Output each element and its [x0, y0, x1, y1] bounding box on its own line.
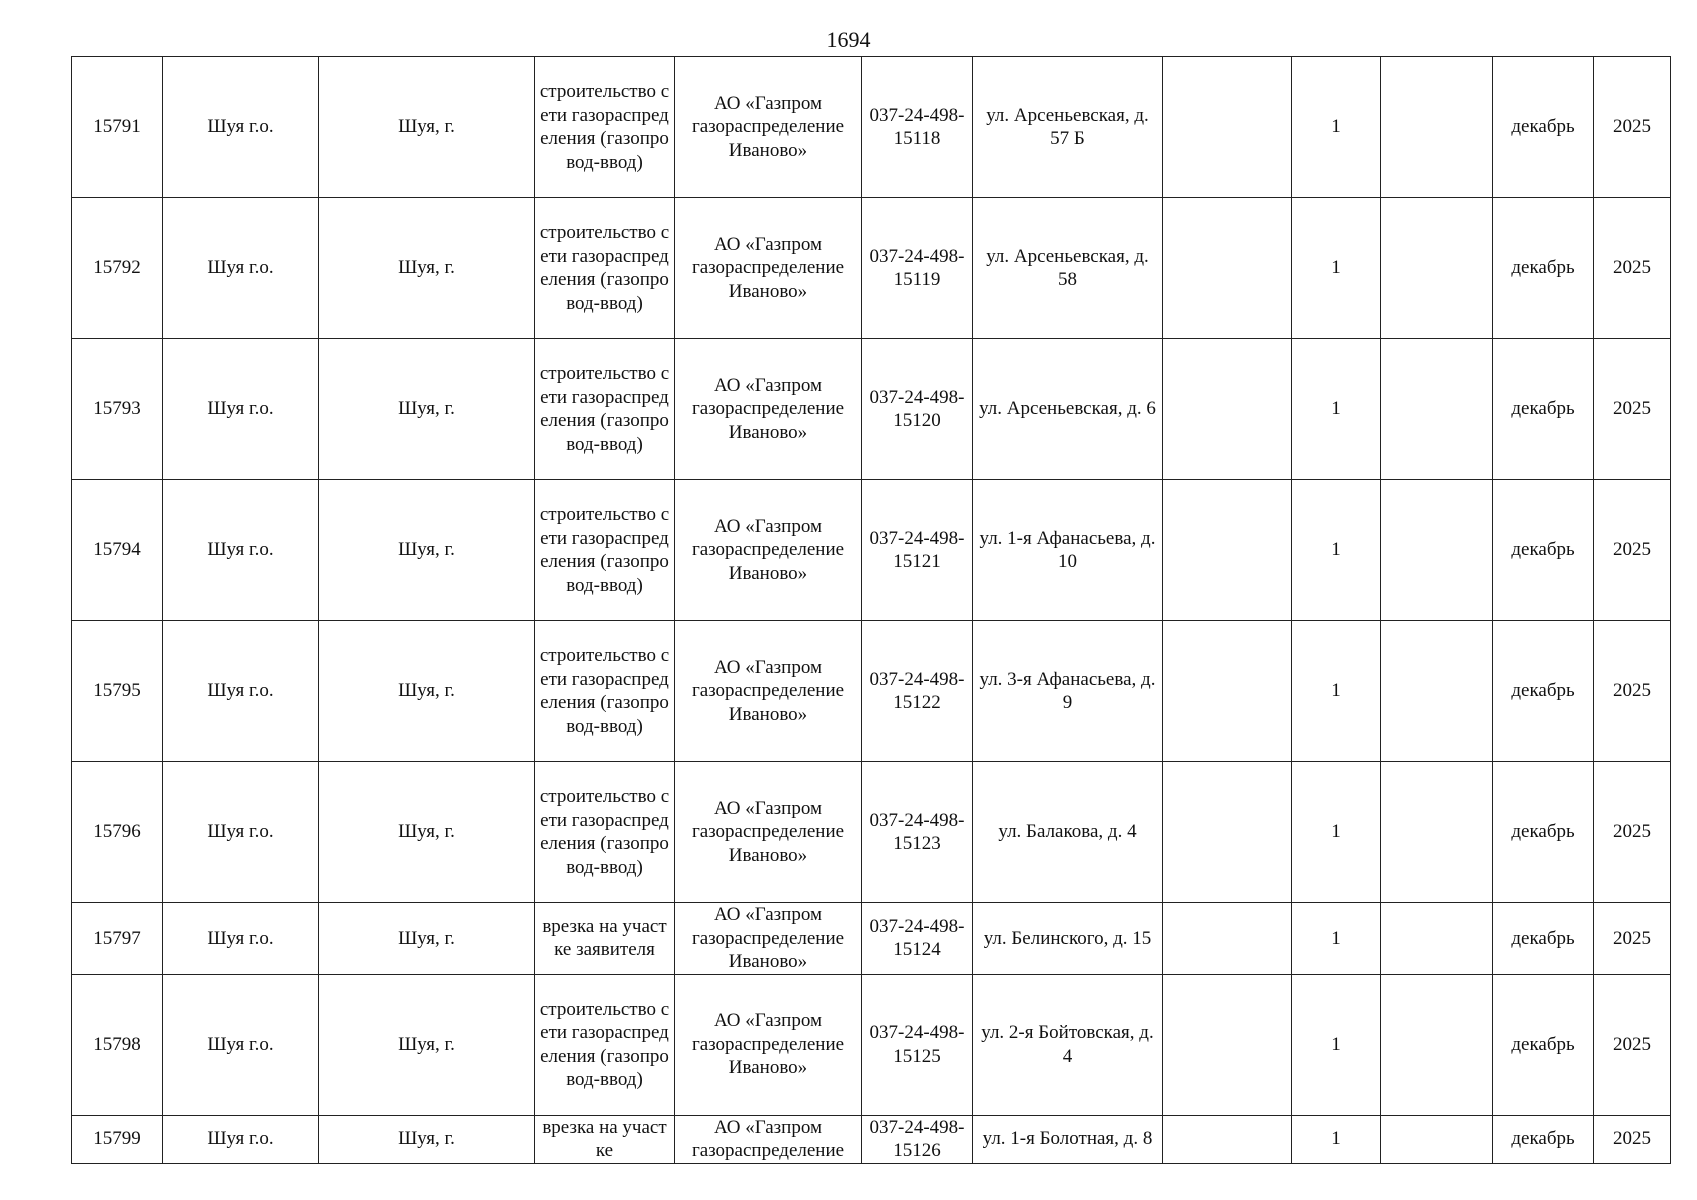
cell-note [1381, 480, 1493, 621]
cell-settlement: Шуя, г. [319, 903, 535, 975]
cell-year: 2025 [1594, 621, 1671, 762]
cell-operator: АО «Газпром газораспределение Иваново» [675, 974, 862, 1115]
cell-district: Шуя г.о. [163, 198, 319, 339]
cell-address: ул. Арсеньевская, д. 57 Б [973, 57, 1163, 198]
cell-district: Шуя г.о. [163, 57, 319, 198]
table-row [72, 621, 1671, 762]
cell-operator: АО «Газпром газораспределение Иваново» [675, 621, 862, 762]
cell-extra [1163, 480, 1292, 621]
cell-note [1381, 762, 1493, 903]
cell-month: декабрь [1493, 903, 1594, 975]
cell-month: декабрь [1493, 339, 1594, 480]
cell-operator: АО «Газпром газораспределение Иваново» [675, 762, 862, 903]
cell-id: 15797 [72, 903, 163, 975]
cell-object-type: строительство сети газораспределения (газопровод-ввод) [535, 198, 675, 339]
cell-count: 1 [1292, 974, 1381, 1115]
cell-extra [1163, 339, 1292, 480]
cell-operator: АО «Газпром газораспределение Иваново» [675, 198, 862, 339]
cell-year: 2025 [1594, 198, 1671, 339]
page-number: 1694 [826, 27, 871, 52]
table-row [72, 903, 1671, 975]
cell-year: 2025 [1594, 903, 1671, 975]
cell-code: 037-24-498-15122 [862, 621, 973, 762]
cell-code: 037-24-498-15125 [862, 974, 973, 1115]
cell-extra [1163, 974, 1292, 1115]
cell-note [1381, 974, 1493, 1115]
cell-address: ул. 1-я Болотная, д. 8 [973, 1115, 1163, 1163]
cell-extra [1163, 198, 1292, 339]
cell-id: 15795 [72, 621, 163, 762]
cell-count: 1 [1292, 762, 1381, 903]
cell-operator: АО «Газпром газораспределение Иваново» [675, 57, 862, 198]
cell-count: 1 [1292, 198, 1381, 339]
cell-month: декабрь [1493, 621, 1594, 762]
cell-address: ул. 3-я Афанасьева, д. 9 [973, 621, 1163, 762]
cell-count: 1 [1292, 1115, 1381, 1163]
cell-district: Шуя г.о. [163, 762, 319, 903]
cell-object-type: врезка на участке [535, 1115, 675, 1163]
cell-settlement: Шуя, г. [319, 57, 535, 198]
table-row [72, 1115, 1671, 1163]
cell-district: Шуя г.о. [163, 903, 319, 975]
cell-id: 15798 [72, 974, 163, 1115]
cell-extra [1163, 621, 1292, 762]
table-body [72, 57, 1671, 1164]
cell-year: 2025 [1594, 762, 1671, 903]
cell-id: 15796 [72, 762, 163, 903]
cell-operator: АО «Газпром газораспределение Иваново» [675, 339, 862, 480]
cell-count: 1 [1292, 57, 1381, 198]
cell-extra [1163, 762, 1292, 903]
cell-month: декабрь [1493, 57, 1594, 198]
cell-settlement: Шуя, г. [319, 1115, 535, 1163]
cell-year: 2025 [1594, 57, 1671, 198]
cell-address: ул. 2-я Бойтовская, д. 4 [973, 974, 1163, 1115]
cell-year: 2025 [1594, 339, 1671, 480]
cell-code: 037-24-498-15123 [862, 762, 973, 903]
cell-code: 037-24-498-15121 [862, 480, 973, 621]
cell-object-type: строительство сети газораспределения (газопровод-ввод) [535, 974, 675, 1115]
cell-district: Шуя г.о. [163, 621, 319, 762]
cell-address: ул. Белинского, д. 15 [973, 903, 1163, 975]
cell-note [1381, 57, 1493, 198]
cell-note [1381, 339, 1493, 480]
cell-month: декабрь [1493, 1115, 1594, 1163]
cell-district: Шуя г.о. [163, 1115, 319, 1163]
cell-month: декабрь [1493, 762, 1594, 903]
cell-year: 2025 [1594, 974, 1671, 1115]
cell-extra [1163, 1115, 1292, 1163]
cell-month: декабрь [1493, 198, 1594, 339]
cell-id: 15793 [72, 339, 163, 480]
cell-note [1381, 1115, 1493, 1163]
table-row [72, 480, 1671, 621]
cell-address: ул. Арсеньевская, д. 58 [973, 198, 1163, 339]
cell-year: 2025 [1594, 1115, 1671, 1163]
cell-settlement: Шуя, г. [319, 480, 535, 621]
cell-settlement: Шуя, г. [319, 974, 535, 1115]
cell-code: 037-24-498-15118 [862, 57, 973, 198]
cell-operator: АО «Газпром газораспределение Иваново» [675, 480, 862, 621]
cell-count: 1 [1292, 621, 1381, 762]
cell-address: ул. Арсеньевская, д. 6 [973, 339, 1163, 480]
cell-object-type: строительство сети газораспределения (газопровод-ввод) [535, 762, 675, 903]
cell-object-type: врезка на участке заявителя [535, 903, 675, 975]
cell-id: 15791 [72, 57, 163, 198]
cell-count: 1 [1292, 480, 1381, 621]
cell-code: 037-24-498-15124 [862, 903, 973, 975]
cell-settlement: Шуя, г. [319, 339, 535, 480]
cell-address: ул. Балакова, д. 4 [973, 762, 1163, 903]
table-row [72, 339, 1671, 480]
cell-year: 2025 [1594, 480, 1671, 621]
cell-id: 15792 [72, 198, 163, 339]
cell-note [1381, 621, 1493, 762]
table-row [72, 198, 1671, 339]
cell-id: 15799 [72, 1115, 163, 1163]
cell-code: 037-24-498-15120 [862, 339, 973, 480]
cell-extra [1163, 57, 1292, 198]
cell-object-type: строительство сети газораспределения (газопровод-ввод) [535, 339, 675, 480]
table-row [72, 974, 1671, 1115]
cell-month: декабрь [1493, 480, 1594, 621]
cell-district: Шуя г.о. [163, 974, 319, 1115]
table-row [72, 57, 1671, 198]
cell-settlement: Шуя, г. [319, 762, 535, 903]
cell-operator: АО «Газпром газораспределение [675, 1115, 862, 1163]
cell-operator: АО «Газпром газораспределение Иваново» [675, 903, 862, 975]
cell-settlement: Шуя, г. [319, 198, 535, 339]
cell-address: ул. 1-я Афанасьева, д. 10 [973, 480, 1163, 621]
cell-count: 1 [1292, 903, 1381, 975]
cell-settlement: Шуя, г. [319, 621, 535, 762]
table-row [72, 762, 1671, 903]
cell-id: 15794 [72, 480, 163, 621]
cell-count: 1 [1292, 339, 1381, 480]
cell-note [1381, 903, 1493, 975]
cell-code: 037-24-498-15119 [862, 198, 973, 339]
cell-note [1381, 198, 1493, 339]
registry-table [71, 56, 1671, 1164]
cell-district: Шуя г.о. [163, 339, 319, 480]
cell-object-type: строительство сети газораспределения (газопровод-ввод) [535, 621, 675, 762]
cell-month: декабрь [1493, 974, 1594, 1115]
cell-district: Шуя г.о. [163, 480, 319, 621]
cell-extra [1163, 903, 1292, 975]
cell-object-type: строительство сети газораспределения (газопровод-ввод) [535, 57, 675, 198]
cell-object-type: строительство сети газораспределения (газопровод-ввод) [535, 480, 675, 621]
cell-code: 037-24-498-15126 [862, 1115, 973, 1163]
